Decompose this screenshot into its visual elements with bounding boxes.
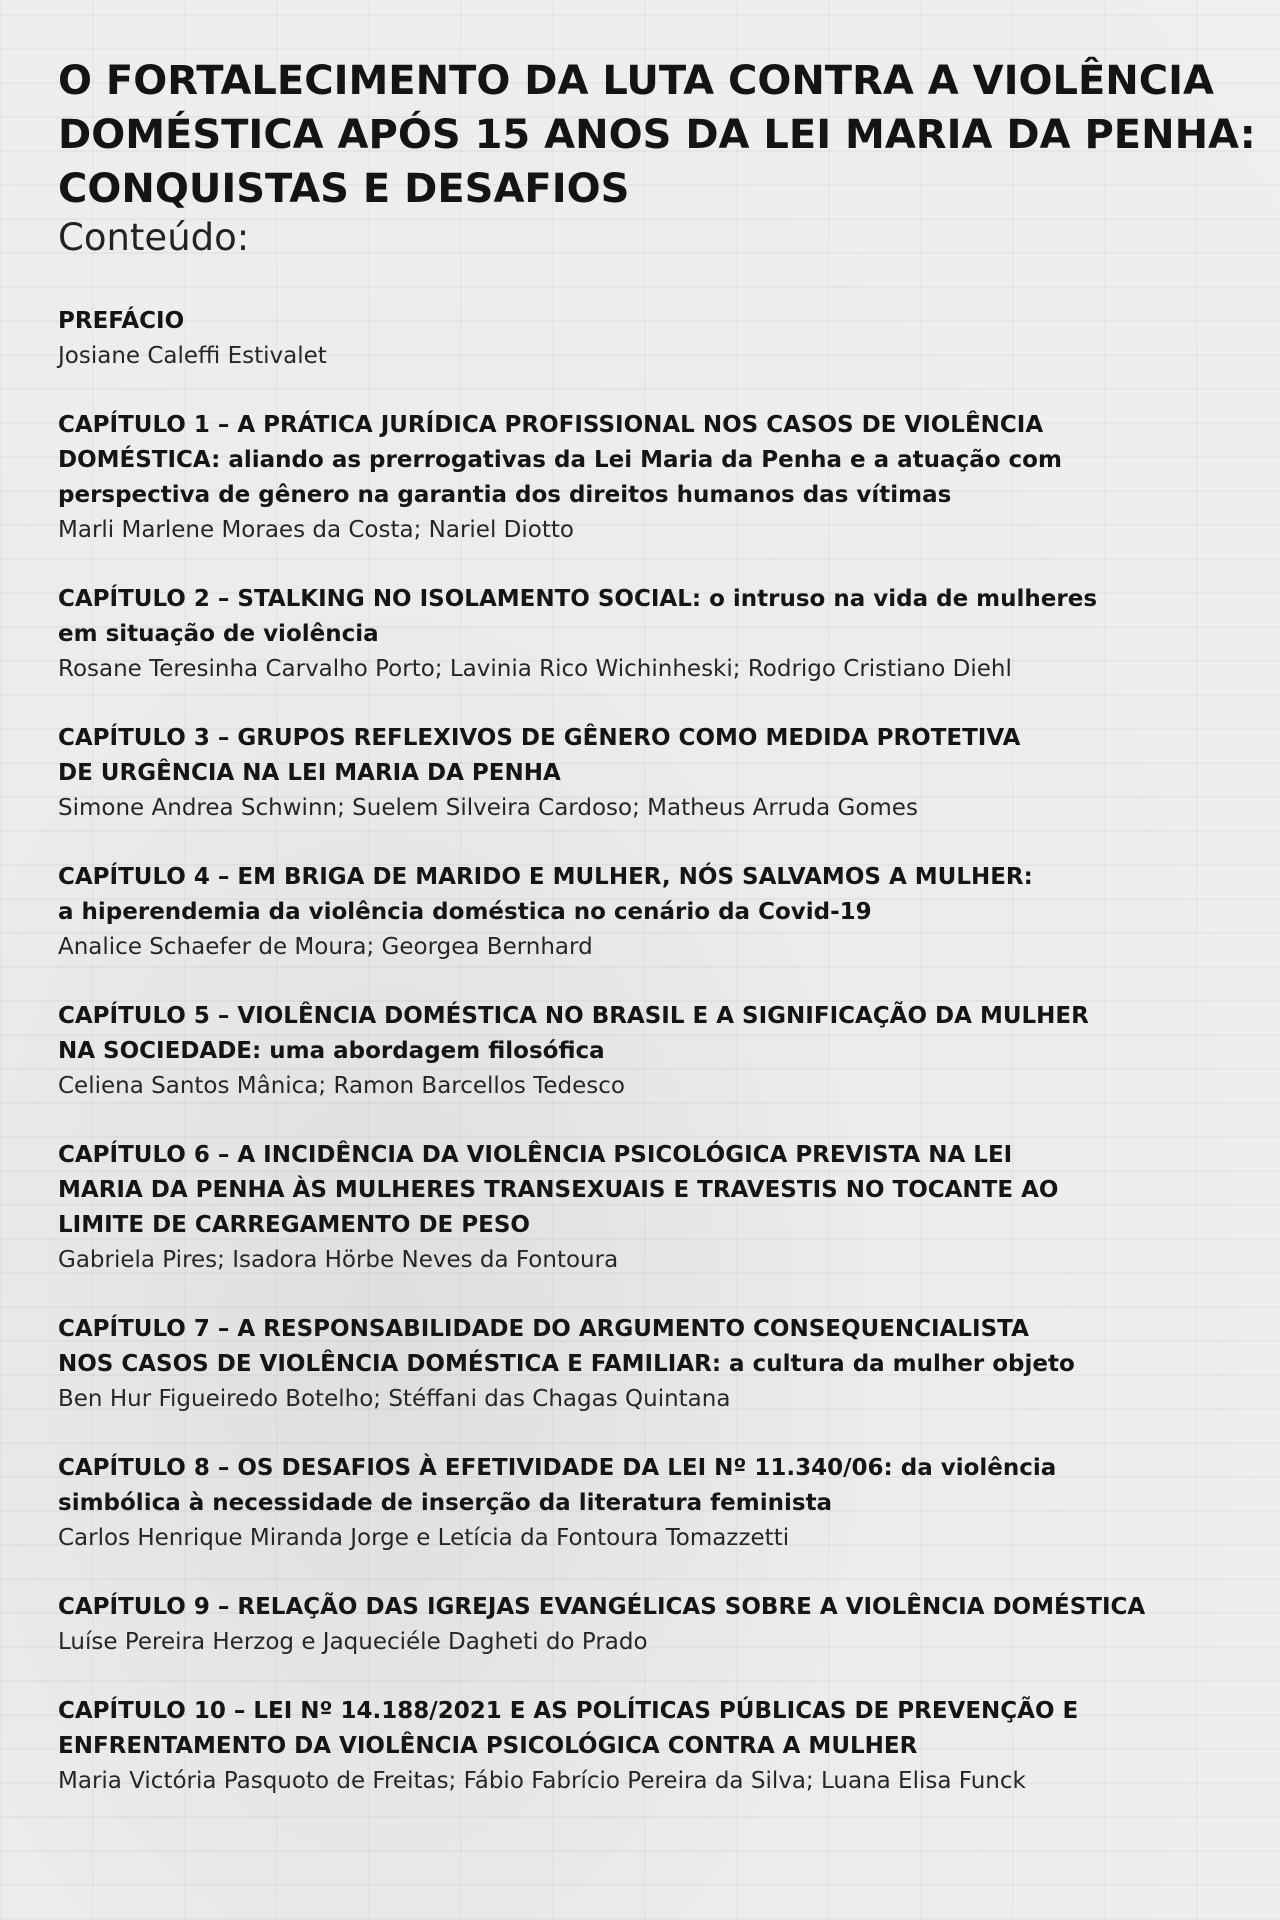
entry-authors: Simone Andrea Schwinn; Suelem Silveira Cardoso; Matheus Arruda Gomes — [58, 795, 918, 821]
chapter-entry — [58, 582, 1238, 687]
entry-title-line: CAPÍTULO 3 – GRUPOS REFLEXIVOS DE GÊNERO COMO MEDIDA PROTETIVA — [58, 725, 1021, 751]
contents-list — [58, 304, 1238, 1799]
chapter-entry — [58, 721, 1238, 826]
entry-title — [58, 1451, 1238, 1521]
entry-title — [58, 1138, 1238, 1243]
chapter-entry — [58, 408, 1238, 548]
chapter-entry — [58, 1312, 1238, 1417]
entry-title-line: DOMÉSTICA: aliando as prerrogativas da Lei Maria da Penha e a atuação com — [58, 447, 1062, 473]
entry-title — [58, 582, 1238, 652]
chapter-entry — [58, 860, 1238, 965]
entry-title — [58, 1590, 1238, 1625]
entry-title — [58, 860, 1238, 930]
entry-title-line: NOS CASOS DE VIOLÊNCIA DOMÉSTICA E FAMILIAR: a cultura da mulher objeto — [58, 1351, 1075, 1377]
entry-title — [58, 721, 1238, 791]
contents-label: Conteúdo: — [58, 216, 250, 259]
entry-authors: Luíse Pereira Herzog e Jaqueciéle Dagheti do Prado — [58, 1629, 648, 1655]
entry-authors: Marli Marlene Moraes da Costa; Nariel Diotto — [58, 517, 574, 543]
entry-title-line: perspectiva de gênero na garantia dos direitos humanos das vítimas — [58, 482, 952, 508]
entry-title-line: simbólica à necessidade de inserção da literatura feminista — [58, 1490, 833, 1516]
chapter-entry — [58, 1694, 1238, 1799]
entry-title-line: em situação de violência — [58, 621, 379, 647]
entry-title — [58, 304, 1238, 339]
entry-title-line: MARIA DA PENHA ÀS MULHERES TRANSEXUAIS E TRAVESTIS NO TOCANTE AO — [58, 1177, 1059, 1203]
entry-title-line: CAPÍTULO 6 – A INCIDÊNCIA DA VIOLÊNCIA PSICOLÓGICA PREVISTA NA LEI — [58, 1142, 1013, 1168]
entry-title-line: CAPÍTULO 2 – STALKING NO ISOLAMENTO SOCIAL: o intruso na vida de mulheres — [58, 586, 1098, 612]
book-title-line: DOMÉSTICA APÓS 15 ANOS DA LEI MARIA DA PENHA: — [58, 112, 1256, 158]
entry-title-line: NA SOCIEDADE: uma abordagem filosófica — [58, 1038, 605, 1064]
entry-title-line: CAPÍTULO 5 – VIOLÊNCIA DOMÉSTICA NO BRASIL E A SIGNIFICAÇÃO DA MULHER — [58, 1003, 1089, 1029]
entry-title-line: CAPÍTULO 1 – A PRÁTICA JURÍDICA PROFISSIONAL NOS CASOS DE VIOLÊNCIA — [58, 412, 1044, 438]
entry-title-line: DE URGÊNCIA NA LEI MARIA DA PENHA — [58, 760, 561, 786]
table-of-contents — [58, 54, 1256, 1833]
entry-title — [58, 999, 1238, 1069]
entry-title-line: a hiperendemia da violência doméstica no cenário da Covid-19 — [58, 899, 872, 925]
entry-title-line: CAPÍTULO 10 – LEI Nº 14.188/2021 E AS POLÍTICAS PÚBLICAS DE PREVENÇÃO E — [58, 1698, 1079, 1724]
entry-title-line: CAPÍTULO 9 – RELAÇÃO DAS IGREJAS EVANGÉLICAS SOBRE A VIOLÊNCIA DOMÉSTICA — [58, 1594, 1146, 1620]
book-title — [58, 54, 1256, 216]
entry-title-line: CAPÍTULO 8 – OS DESAFIOS À EFETIVIDADE DA LEI Nº 11.340/06: da violência — [58, 1455, 1057, 1481]
book-title-line: O FORTALECIMENTO DA LUTA CONTRA A VIOLÊNCIA — [58, 58, 1214, 104]
entry-authors: Ben Hur Figueiredo Botelho; Stéffani das Chagas Quintana — [58, 1386, 731, 1412]
entry-title-line: CAPÍTULO 4 – EM BRIGA DE MARIDO E MULHER, NÓS SALVAMOS A MULHER: — [58, 864, 1033, 890]
entry-title-line: CAPÍTULO 7 – A RESPONSABILIDADE DO ARGUMENTO CONSEQUENCIALISTA — [58, 1316, 1029, 1342]
book-title-line: CONQUISTAS E DESAFIOS — [58, 166, 630, 212]
entry-title-line: PREFÁCIO — [58, 308, 185, 334]
preface-entry — [58, 304, 1238, 374]
chapter-entry — [58, 999, 1238, 1104]
chapter-entry — [58, 1451, 1238, 1556]
entry-title — [58, 1694, 1238, 1764]
entry-title — [58, 1312, 1238, 1382]
entry-title-line: ENFRENTAMENTO DA VIOLÊNCIA PSICOLÓGICA CONTRA A MULHER — [58, 1733, 918, 1759]
entry-title-line: LIMITE DE CARREGAMENTO DE PESO — [58, 1212, 530, 1238]
chapter-entry — [58, 1138, 1238, 1278]
entry-authors: Analice Schaefer de Moura; Georgea Bernhard — [58, 934, 593, 960]
chapter-entry — [58, 1590, 1238, 1660]
entry-authors: Maria Victória Pasquoto de Freitas; Fábio Fabrício Pereira da Silva; Luana Elisa Funck — [58, 1768, 1026, 1794]
entry-authors: Rosane Teresinha Carvalho Porto; Lavinia Rico Wichinheski; Rodrigo Cristiano Diehl — [58, 656, 1012, 682]
entry-title — [58, 408, 1238, 513]
entry-authors: Carlos Henrique Miranda Jorge e Letícia da Fontoura Tomazzetti — [58, 1525, 790, 1551]
entry-authors: Celiena Santos Mânica; Ramon Barcellos Tedesco — [58, 1073, 625, 1099]
entry-authors: Gabriela Pires; Isadora Hörbe Neves da Fontoura — [58, 1247, 619, 1273]
entry-authors: Josiane Caleffi Estivalet — [58, 343, 327, 369]
